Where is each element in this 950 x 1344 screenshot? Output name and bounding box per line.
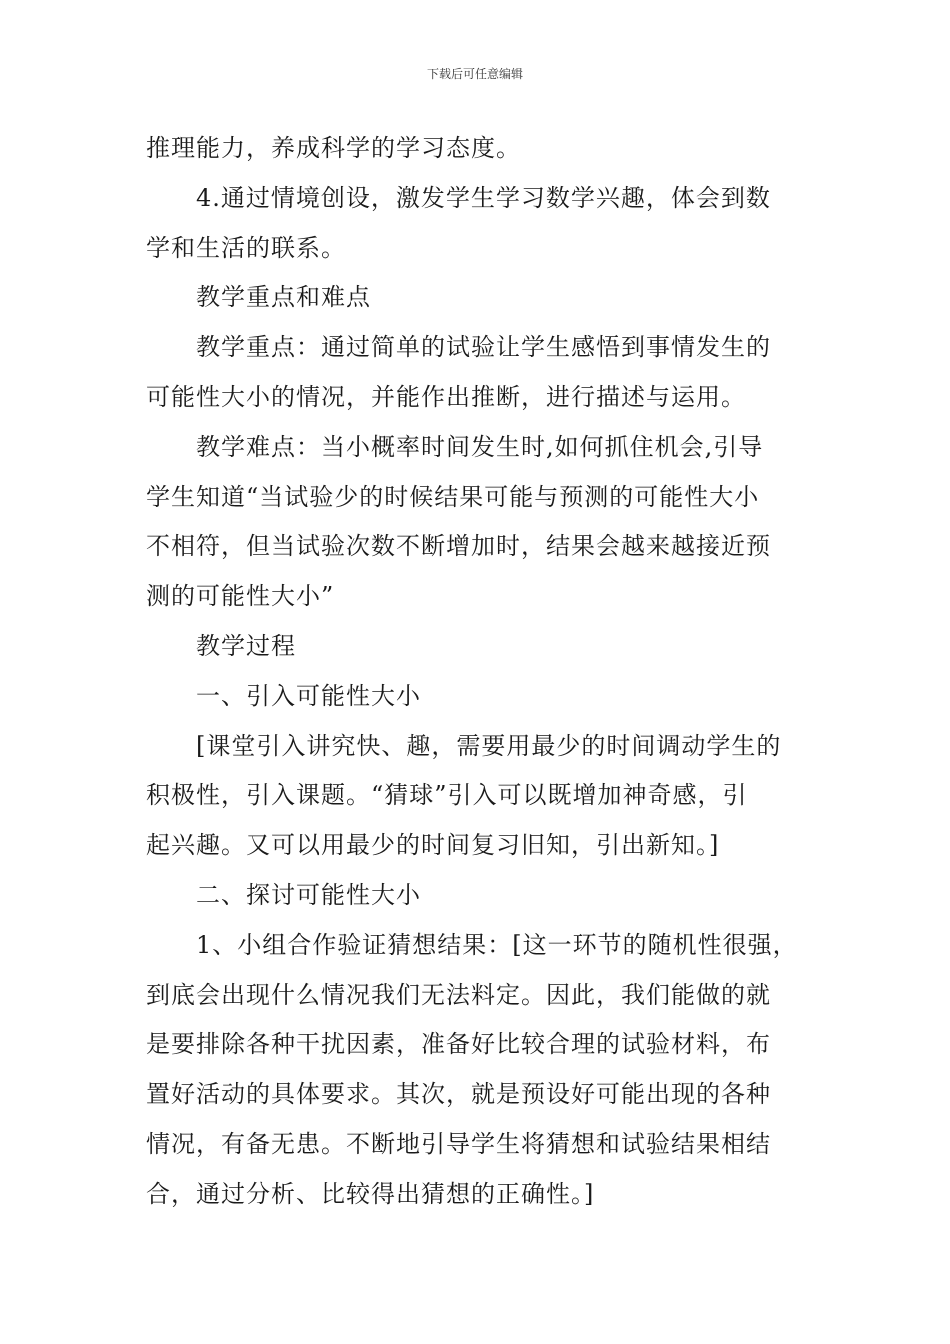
section-heading [146,273,814,323]
text-line: 推理能力，养成科学的学习态度。 [146,134,521,162]
text-line: 到底会出现什么情况我们无法料定。因此，我们能做的就 [146,980,771,1009]
text-line: 4.通过情境创设，激发学生学习数学兴趣，体会到数 [196,183,771,212]
text-line: 教学重点和难点 [196,283,371,312]
paragraph [146,921,814,1220]
document-body [146,124,814,1220]
text-line: 起兴趣。又可以用最少的时间复习旧知，引出新知。] [146,831,720,860]
text-line: 是要排除各种干扰因素，准备好比较合理的试验材料，布 [146,1030,771,1059]
text-line: 学生知道“当试验少的时候结果可能与预测的可能性大小 [146,482,760,511]
section-heading [146,672,814,722]
page-header: 下载后可任意编辑 [426,67,523,81]
text-line: 教学过程 [196,631,296,660]
paragraph [146,423,814,622]
paragraph [146,722,814,871]
text-line: 合，通过分析、比较得出猜想的正确性。] [146,1179,595,1208]
text-line: 可能性大小的情况，并能作出推断，进行描述与运用。 [146,382,746,411]
text-line: 二、探讨可能性大小 [196,880,421,909]
text-line: 学和生活的联系。 [146,233,346,262]
text-line: 情况，有备无患。不断地引导学生将猜想和试验结果相结 [146,1129,771,1158]
paragraph [146,124,814,174]
text-line: 积极性，引入课题。“猜球”引入可以既增加神奇感，引 [146,781,748,810]
text-line: 教学难点：当小概率时间发生时,如何抓住机会,引导 [196,432,764,461]
text-line: 置好活动的具体要求。其次，就是预设好可能出现的各种 [146,1080,771,1109]
section-heading [146,622,814,672]
text-line: 不相符，但当试验次数不断增加时，结果会越来越接近预 [146,532,771,561]
paragraph [146,174,814,274]
text-line: 测的可能性大小” [146,582,335,611]
text-line: 教学重点：通过简单的试验让学生感悟到事情发生的 [196,333,771,362]
text-line: [课堂引入讲究快、趣，需要用最少的时间调动学生的 [196,731,782,760]
text-line: 1、小组合作验证猜想结果：[这一环节的随机性很强， [196,930,798,959]
text-line: 一、引入可能性大小 [196,681,421,710]
paragraph [146,323,814,423]
section-heading [146,871,814,921]
